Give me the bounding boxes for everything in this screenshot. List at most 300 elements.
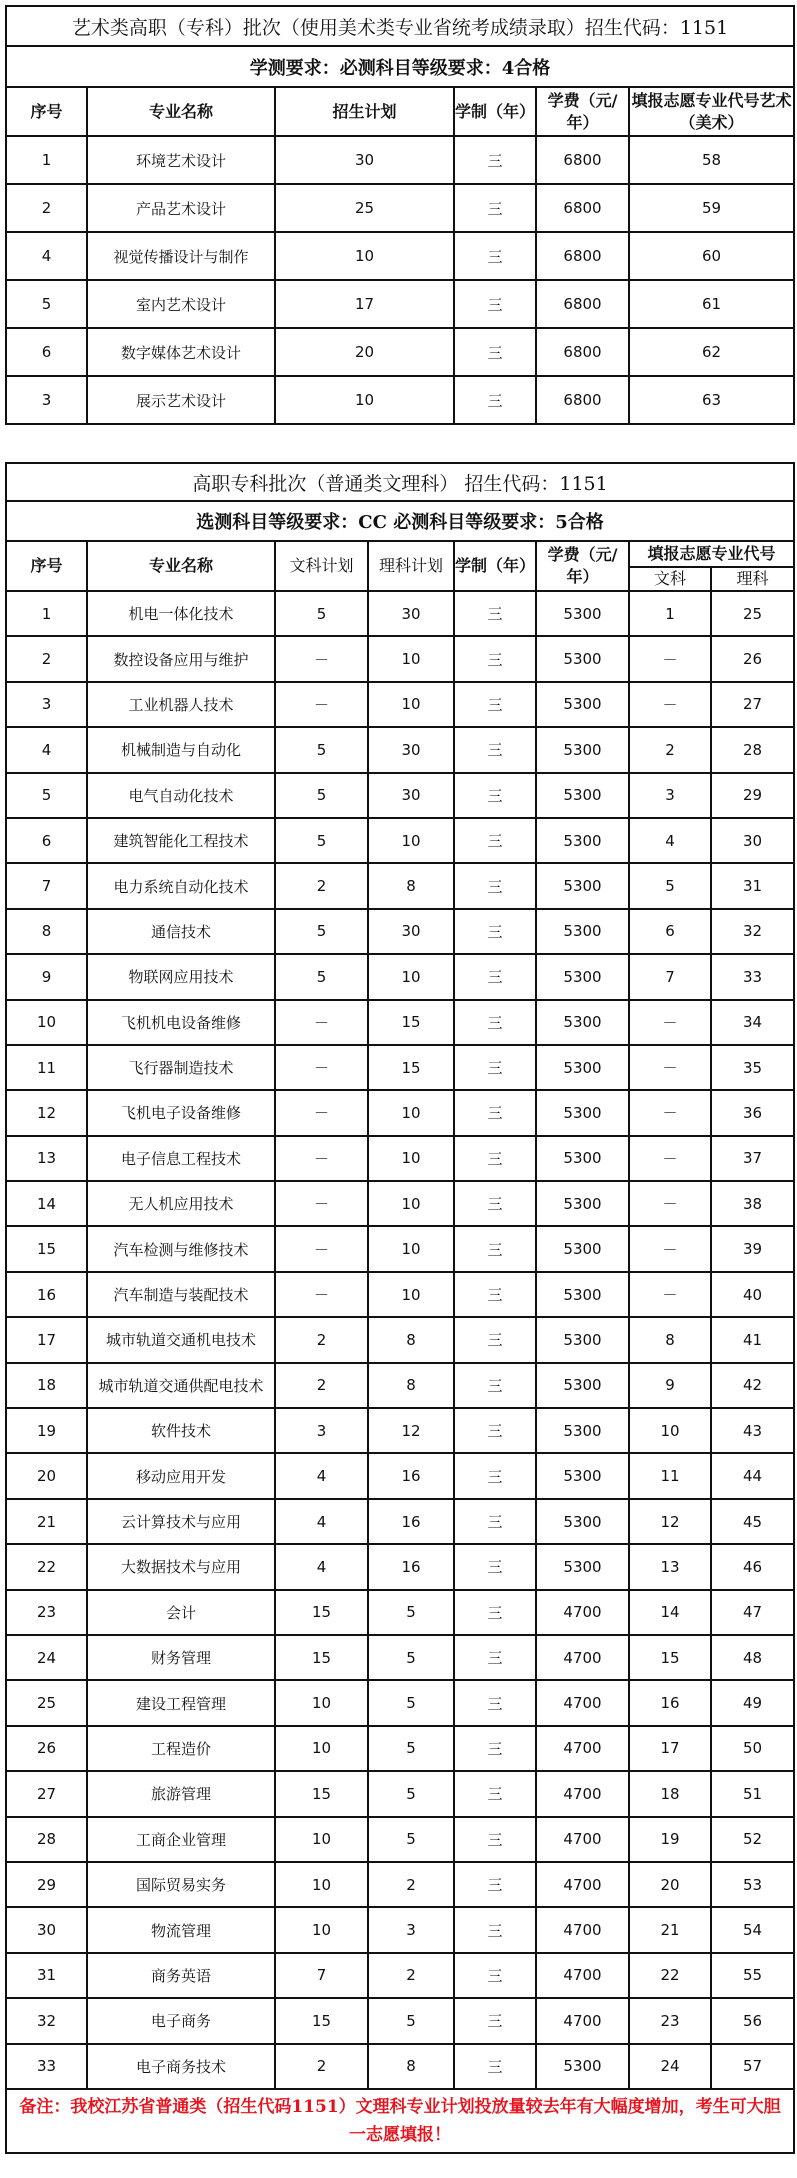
cell-science-code: 56 <box>711 1998 794 2043</box>
cell-index: 18 <box>6 1363 87 1408</box>
cell-major: 物流管理 <box>87 1907 275 1952</box>
cell-science-code: 38 <box>711 1181 794 1226</box>
cell-arts-code: 1 <box>629 591 711 636</box>
cell-science-code: 50 <box>711 1726 794 1771</box>
cell-arts-code: 23 <box>629 1998 711 2043</box>
cell-tuition: 5300 <box>536 1272 629 1317</box>
cell-years: 三 <box>454 376 536 424</box>
table-row <box>6 1771 794 1816</box>
table-row <box>6 1635 794 1680</box>
cell-plan: 20 <box>275 328 454 376</box>
table-row <box>6 863 794 908</box>
cell-tuition: 4700 <box>536 1680 629 1725</box>
cell-arts-plan: － <box>275 1136 368 1181</box>
cell-years: 三 <box>454 1045 536 1090</box>
cell-science-plan: 12 <box>368 1408 454 1453</box>
table-row <box>6 1226 794 1271</box>
cell-major: 电子商务 <box>87 1998 275 2043</box>
cell-arts-code: 13 <box>629 1544 711 1589</box>
cell-science-plan: 30 <box>368 727 454 772</box>
cell-tuition: 5300 <box>536 818 629 863</box>
header-index: 序号 <box>6 541 87 591</box>
cell-years: 三 <box>454 136 536 184</box>
cell-years: 三 <box>454 2044 536 2089</box>
cell-tuition: 4700 <box>536 1907 629 1952</box>
cell-arts-plan: 15 <box>275 1590 368 1635</box>
cell-science-code: 52 <box>711 1817 794 1862</box>
cell-years: 三 <box>454 727 536 772</box>
cell-science-plan: 16 <box>368 1499 454 1544</box>
cell-arts-plan: － <box>275 1045 368 1090</box>
cell-tuition: 4700 <box>536 1635 629 1680</box>
cell-science-code: 53 <box>711 1862 794 1907</box>
cell-tuition: 5300 <box>536 909 629 954</box>
header-arts-plan: 文科计划 <box>275 541 368 591</box>
cell-arts-code: － <box>629 1090 711 1135</box>
cell-tuition: 5300 <box>536 1000 629 1045</box>
cell-science-plan: 5 <box>368 1771 454 1816</box>
cell-tuition: 6800 <box>536 232 629 280</box>
table-row <box>6 1272 794 1317</box>
cell-years: 三 <box>454 1453 536 1498</box>
cell-arts-code: － <box>629 1226 711 1271</box>
cell-major: 电子商务技术 <box>87 2044 275 2089</box>
cell-arts-plan: － <box>275 1272 368 1317</box>
cell-science-code: 57 <box>711 2044 794 2089</box>
header-major: 专业名称 <box>87 87 275 136</box>
cell-arts-plan: 3 <box>275 1408 368 1453</box>
cell-arts-plan: － <box>275 682 368 727</box>
cell-arts-code: 4 <box>629 818 711 863</box>
cell-plan: 25 <box>275 184 454 232</box>
cell-science-plan: 30 <box>368 909 454 954</box>
cell-tuition: 5300 <box>536 1453 629 1498</box>
cell-science-plan: 10 <box>368 682 454 727</box>
cell-major: 汽车制造与装配技术 <box>87 1272 275 1317</box>
cell-arts-code: 2 <box>629 727 711 772</box>
cell-major: 移动应用开发 <box>87 1453 275 1498</box>
cell-tuition: 4700 <box>536 1726 629 1771</box>
cell-years: 三 <box>454 818 536 863</box>
cell-arts-code: － <box>629 1000 711 1045</box>
cell-major: 数控设备应用与维护 <box>87 636 275 681</box>
cell-major: 商务英语 <box>87 1953 275 1998</box>
cell-tuition: 4700 <box>536 1817 629 1862</box>
cell-tuition: 6800 <box>536 328 629 376</box>
cell-years: 三 <box>454 1907 536 1952</box>
cell-science-code: 26 <box>711 636 794 681</box>
general-admissions-table <box>5 462 795 2154</box>
cell-arts-plan: 15 <box>275 1635 368 1680</box>
cell-index: 31 <box>6 1953 87 1998</box>
cell-tuition: 4700 <box>536 1771 629 1816</box>
cell-tuition: 5300 <box>536 1544 629 1589</box>
cell-tuition: 6800 <box>536 280 629 328</box>
table-row <box>6 1907 794 1952</box>
cell-tuition: 5300 <box>536 682 629 727</box>
cell-tuition: 4700 <box>536 1953 629 1998</box>
cell-arts-code: 22 <box>629 1953 711 1998</box>
cell-arts-plan: 5 <box>275 727 368 772</box>
cell-index: 4 <box>6 727 87 772</box>
table-row <box>6 1680 794 1725</box>
table-row <box>6 184 794 232</box>
cell-major: 建筑智能化工程技术 <box>87 818 275 863</box>
cell-years: 三 <box>454 184 536 232</box>
table-row <box>6 1136 794 1181</box>
cell-code: 58 <box>629 136 794 184</box>
table-row <box>6 818 794 863</box>
cell-science-code: 46 <box>711 1544 794 1589</box>
cell-years: 三 <box>454 1181 536 1226</box>
table-row <box>6 954 794 999</box>
table-row <box>6 773 794 818</box>
cell-major: 财务管理 <box>87 1635 275 1680</box>
cell-index: 10 <box>6 1000 87 1045</box>
cell-science-code: 47 <box>711 1590 794 1635</box>
cell-science-plan: 30 <box>368 591 454 636</box>
cell-arts-plan: 2 <box>275 1317 368 1362</box>
cell-arts-code: － <box>629 1136 711 1181</box>
cell-major: 电子信息工程技术 <box>87 1136 275 1181</box>
cell-arts-code: 5 <box>629 863 711 908</box>
cell-arts-code: 11 <box>629 1453 711 1498</box>
cell-years: 三 <box>454 1226 536 1271</box>
cell-major: 通信技术 <box>87 909 275 954</box>
table-row <box>6 1998 794 2043</box>
cell-major: 电力系统自动化技术 <box>87 863 275 908</box>
cell-major: 工商企业管理 <box>87 1817 275 1862</box>
cell-arts-plan: 2 <box>275 863 368 908</box>
cell-tuition: 5300 <box>536 1181 629 1226</box>
cell-plan: 10 <box>275 376 454 424</box>
cell-index: 9 <box>6 954 87 999</box>
cell-science-plan: 30 <box>368 773 454 818</box>
table-row <box>6 1544 794 1589</box>
cell-code: 60 <box>629 232 794 280</box>
cell-years: 三 <box>454 1499 536 1544</box>
cell-science-plan: 15 <box>368 1000 454 1045</box>
cell-arts-code: － <box>629 636 711 681</box>
cell-science-plan: 10 <box>368 818 454 863</box>
cell-science-plan: 16 <box>368 1544 454 1589</box>
cell-years: 三 <box>454 1590 536 1635</box>
cell-index: 14 <box>6 1181 87 1226</box>
cell-arts-plan: 4 <box>275 1453 368 1498</box>
cell-science-plan: 8 <box>368 1363 454 1408</box>
cell-code: 59 <box>629 184 794 232</box>
cell-index: 19 <box>6 1408 87 1453</box>
cell-arts-code: 21 <box>629 1907 711 1952</box>
cell-index: 2 <box>6 184 87 232</box>
cell-science-plan: 10 <box>368 954 454 999</box>
cell-science-plan: 5 <box>368 1998 454 2043</box>
cell-arts-code: 17 <box>629 1726 711 1771</box>
cell-science-plan: 10 <box>368 1226 454 1271</box>
cell-years: 三 <box>454 1136 536 1181</box>
cell-arts-code: － <box>629 1181 711 1226</box>
cell-major: 无人机应用技术 <box>87 1181 275 1226</box>
cell-index: 5 <box>6 773 87 818</box>
cell-index: 30 <box>6 1907 87 1952</box>
cell-tuition: 4700 <box>536 1998 629 2043</box>
cell-arts-plan: 15 <box>275 1998 368 2043</box>
cell-science-plan: 5 <box>368 1590 454 1635</box>
cell-index: 16 <box>6 1272 87 1317</box>
cell-science-plan: 8 <box>368 1317 454 1362</box>
cell-arts-code: － <box>629 682 711 727</box>
cell-arts-plan: 5 <box>275 909 368 954</box>
cell-major: 物联网应用技术 <box>87 954 275 999</box>
table-row <box>6 1726 794 1771</box>
cell-plan: 10 <box>275 232 454 280</box>
cell-tuition: 5300 <box>536 1363 629 1408</box>
cell-science-plan: 8 <box>368 2044 454 2089</box>
cell-science-code: 36 <box>711 1090 794 1135</box>
cell-science-code: 28 <box>711 727 794 772</box>
cell-tuition: 6800 <box>536 376 629 424</box>
cell-arts-plan: 7 <box>275 1953 368 1998</box>
cell-index: 7 <box>6 863 87 908</box>
cell-science-plan: 2 <box>368 1862 454 1907</box>
table-row <box>6 1453 794 1498</box>
cell-arts-code: 15 <box>629 1635 711 1680</box>
cell-years: 三 <box>454 328 536 376</box>
cell-science-plan: 8 <box>368 863 454 908</box>
cell-science-code: 33 <box>711 954 794 999</box>
header-index: 序号 <box>6 87 87 136</box>
cell-years: 三 <box>454 1317 536 1362</box>
cell-arts-plan: 5 <box>275 818 368 863</box>
cell-years: 三 <box>454 1408 536 1453</box>
cell-arts-plan: 2 <box>275 1363 368 1408</box>
cell-science-code: 29 <box>711 773 794 818</box>
cell-years: 三 <box>454 1272 536 1317</box>
cell-plan: 17 <box>275 280 454 328</box>
table-row <box>6 328 794 376</box>
cell-science-code: 34 <box>711 1000 794 1045</box>
cell-index: 12 <box>6 1090 87 1135</box>
table-title: 高职专科批次（普通类文理科） 招生代码：1151 <box>6 463 794 501</box>
cell-major: 旅游管理 <box>87 1771 275 1816</box>
cell-major: 汽车检测与维修技术 <box>87 1226 275 1271</box>
cell-arts-plan: － <box>275 636 368 681</box>
cell-index: 3 <box>6 682 87 727</box>
cell-index: 25 <box>6 1680 87 1725</box>
cell-tuition: 6800 <box>536 136 629 184</box>
table-row <box>6 1862 794 1907</box>
cell-arts-plan: 10 <box>275 1907 368 1952</box>
table-row <box>6 1000 794 1045</box>
cell-science-plan: 5 <box>368 1680 454 1725</box>
table-row <box>6 1499 794 1544</box>
table-row <box>6 2044 794 2089</box>
cell-index: 21 <box>6 1499 87 1544</box>
cell-index: 5 <box>6 280 87 328</box>
cell-major: 数字媒体艺术设计 <box>87 328 275 376</box>
cell-tuition: 5300 <box>536 1499 629 1544</box>
cell-index: 20 <box>6 1453 87 1498</box>
cell-major: 城市轨道交通机电技术 <box>87 1317 275 1362</box>
cell-arts-code: 19 <box>629 1817 711 1862</box>
table-row <box>6 682 794 727</box>
cell-arts-plan: 10 <box>275 1680 368 1725</box>
cell-years: 三 <box>454 773 536 818</box>
header-code: 填报志愿专业代号 <box>629 541 794 567</box>
cell-major: 工业机器人技术 <box>87 682 275 727</box>
cell-code: 61 <box>629 280 794 328</box>
cell-science-code: 45 <box>711 1499 794 1544</box>
cell-science-plan: 15 <box>368 1045 454 1090</box>
cell-major: 软件技术 <box>87 1408 275 1453</box>
cell-science-code: 30 <box>711 818 794 863</box>
cell-index: 26 <box>6 1726 87 1771</box>
cell-tuition: 5300 <box>536 1136 629 1181</box>
cell-code: 63 <box>629 376 794 424</box>
cell-major: 大数据技术与应用 <box>87 1544 275 1589</box>
header-years: 学制（年） <box>454 87 536 136</box>
table-row <box>6 636 794 681</box>
cell-index: 6 <box>6 818 87 863</box>
cell-arts-code: 8 <box>629 1317 711 1362</box>
cell-index: 29 <box>6 1862 87 1907</box>
cell-arts-code: 20 <box>629 1862 711 1907</box>
cell-major: 飞机机电设备维修 <box>87 1000 275 1045</box>
cell-arts-code: 3 <box>629 773 711 818</box>
cell-arts-plan: 5 <box>275 773 368 818</box>
cell-arts-code: 14 <box>629 1590 711 1635</box>
cell-index: 1 <box>6 591 87 636</box>
cell-science-code: 27 <box>711 682 794 727</box>
cell-years: 三 <box>454 636 536 681</box>
cell-arts-code: 9 <box>629 1363 711 1408</box>
cell-years: 三 <box>454 280 536 328</box>
cell-arts-plan: 10 <box>275 1726 368 1771</box>
cell-science-code: 41 <box>711 1317 794 1362</box>
cell-science-code: 37 <box>711 1136 794 1181</box>
header-plan: 招生计划 <box>275 87 454 136</box>
cell-major: 飞行器制造技术 <box>87 1045 275 1090</box>
cell-major: 展示艺术设计 <box>87 376 275 424</box>
header-science-plan: 理科计划 <box>368 541 454 591</box>
cell-years: 三 <box>454 1680 536 1725</box>
header-major: 专业名称 <box>87 541 275 591</box>
cell-years: 三 <box>454 1544 536 1589</box>
header-code-science: 理科 <box>711 567 794 591</box>
cell-science-code: 43 <box>711 1408 794 1453</box>
cell-major: 工程造价 <box>87 1726 275 1771</box>
cell-years: 三 <box>454 1953 536 1998</box>
cell-science-plan: 10 <box>368 1272 454 1317</box>
cell-science-plan: 16 <box>368 1453 454 1498</box>
cell-years: 三 <box>454 1726 536 1771</box>
cell-science-code: 44 <box>711 1453 794 1498</box>
cell-years: 三 <box>454 1998 536 2043</box>
cell-years: 三 <box>454 1771 536 1816</box>
requirement: 学测要求：必测科目等级要求：4合格 <box>6 46 794 87</box>
cell-science-plan: 5 <box>368 1726 454 1771</box>
cell-years: 三 <box>454 863 536 908</box>
cell-science-code: 39 <box>711 1226 794 1271</box>
cell-years: 三 <box>454 954 536 999</box>
cell-arts-code: 6 <box>629 909 711 954</box>
table-row <box>6 280 794 328</box>
header-code: 填报志愿专业代号艺术（美术） <box>629 87 794 136</box>
cell-science-code: 51 <box>711 1771 794 1816</box>
cell-tuition: 5300 <box>536 1317 629 1362</box>
cell-science-plan: 3 <box>368 1907 454 1952</box>
cell-years: 三 <box>454 1090 536 1135</box>
cell-major: 室内艺术设计 <box>87 280 275 328</box>
cell-arts-code: 24 <box>629 2044 711 2089</box>
cell-science-code: 40 <box>711 1272 794 1317</box>
cell-index: 2 <box>6 636 87 681</box>
cell-science-plan: 2 <box>368 1953 454 1998</box>
cell-major: 电气自动化技术 <box>87 773 275 818</box>
cell-major: 机械制造与自动化 <box>87 727 275 772</box>
cell-science-plan: 10 <box>368 636 454 681</box>
cell-index: 32 <box>6 1998 87 2043</box>
cell-index: 23 <box>6 1590 87 1635</box>
cell-tuition: 5300 <box>536 591 629 636</box>
cell-arts-code: － <box>629 1045 711 1090</box>
cell-science-code: 25 <box>711 591 794 636</box>
cell-arts-code: 16 <box>629 1680 711 1725</box>
cell-science-code: 31 <box>711 863 794 908</box>
cell-science-code: 32 <box>711 909 794 954</box>
header-code-arts: 文科 <box>629 567 711 591</box>
cell-years: 三 <box>454 591 536 636</box>
table-row <box>6 591 794 636</box>
cell-tuition: 5300 <box>536 1045 629 1090</box>
cell-index: 1 <box>6 136 87 184</box>
cell-index: 4 <box>6 232 87 280</box>
header-tuition: 学费（元/年） <box>536 541 629 591</box>
table-row <box>6 909 794 954</box>
cell-tuition: 5300 <box>536 863 629 908</box>
cell-science-code: 49 <box>711 1680 794 1725</box>
cell-index: 28 <box>6 1817 87 1862</box>
cell-index: 24 <box>6 1635 87 1680</box>
cell-index: 8 <box>6 909 87 954</box>
requirement: 选测科目等级要求：CC 必测科目等级要求：5合格 <box>6 501 794 541</box>
cell-science-code: 35 <box>711 1045 794 1090</box>
cell-tuition: 4700 <box>536 1590 629 1635</box>
cell-arts-plan: 4 <box>275 1499 368 1544</box>
table-row <box>6 376 794 424</box>
cell-major: 视觉传播设计与制作 <box>87 232 275 280</box>
cell-tuition: 5300 <box>536 1408 629 1453</box>
cell-years: 三 <box>454 1363 536 1408</box>
header-tuition: 学费（元/年） <box>536 87 629 136</box>
table-row <box>6 1590 794 1635</box>
cell-arts-plan: － <box>275 1090 368 1135</box>
cell-arts-plan: 5 <box>275 954 368 999</box>
cell-tuition: 6800 <box>536 184 629 232</box>
table-row <box>6 1363 794 1408</box>
cell-major: 建设工程管理 <box>87 1680 275 1725</box>
header-years: 学制（年） <box>454 541 536 591</box>
cell-tuition: 5300 <box>536 954 629 999</box>
cell-index: 6 <box>6 328 87 376</box>
cell-arts-plan: － <box>275 1226 368 1271</box>
cell-arts-plan: 4 <box>275 1544 368 1589</box>
cell-index: 33 <box>6 2044 87 2089</box>
cell-tuition: 5300 <box>536 2044 629 2089</box>
cell-arts-code: 10 <box>629 1408 711 1453</box>
table-row <box>6 1181 794 1226</box>
cell-plan: 30 <box>275 136 454 184</box>
